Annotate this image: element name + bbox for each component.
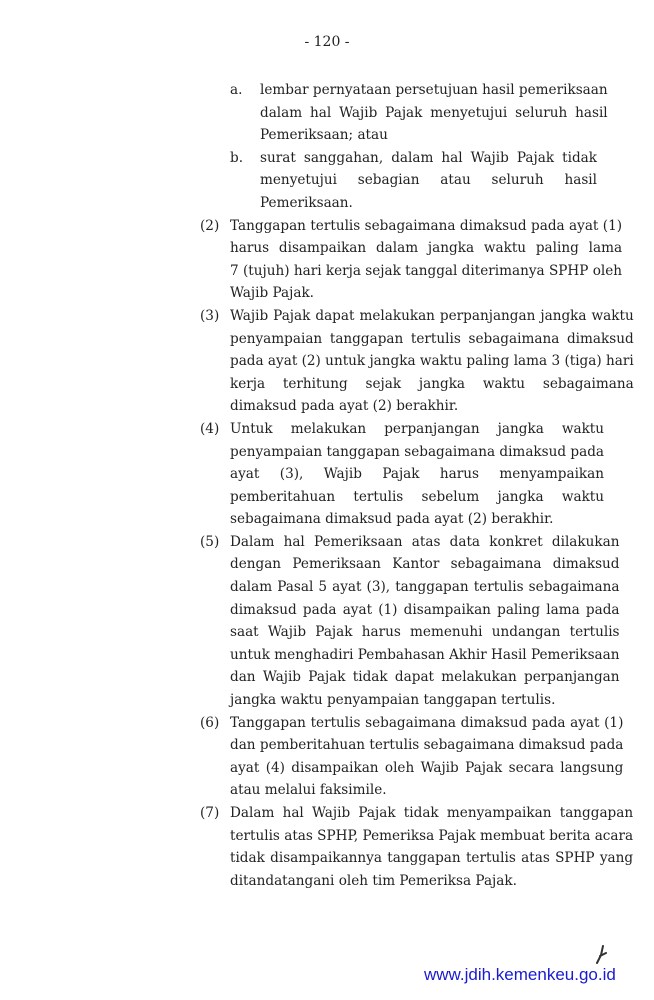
item-label: b. <box>230 149 244 166</box>
text-line: saat Wajib Pajak harus memenuhi undangan tertulis <box>230 624 620 641</box>
text-line: Dalam hal Wajib Pajak tidak menyampaikan tanggapan <box>230 805 634 821</box>
text-line: penyampaian tanggapan tertulis sebagaimana dimaksud <box>230 330 634 347</box>
item-text <box>230 802 633 892</box>
text-line: tertulis atas SPHP, Pemeriksa Pajak membuat berita acara <box>230 827 634 844</box>
item-label: (3) <box>200 307 220 324</box>
item-label: (2) <box>200 217 220 234</box>
text-line: dalam Pasal 5 ayat (3), tanggapan tertulis sebagaimana <box>230 579 620 596</box>
text-line: dengan Pemeriksaan Kantor sebagaimana dimaksud <box>230 556 620 573</box>
text-line: ayat (4) disampaikan oleh Wajib Pajak secara langsung <box>230 759 624 776</box>
text-line: Pemeriksaan. <box>260 194 353 211</box>
item-label: (5) <box>200 533 220 550</box>
list-subitem <box>230 79 608 147</box>
text-line: Untuk melakukan perpanjangan jangka waktu <box>230 420 605 437</box>
text-line: 7 (tujuh) hari kerja sejak tanggal diterimanya SPHP oleh <box>230 262 623 279</box>
text-line: Tanggapan tertulis sebagaimana dimaksud pada ayat (1) <box>230 714 624 731</box>
text-line: pemberitahuan tertulis sebelum jangka waktu <box>230 488 605 505</box>
paraf-initial-mark <box>594 945 608 965</box>
paragraph-item <box>200 215 623 305</box>
item-text <box>230 712 623 802</box>
text-line: jangka waktu penyampaian tanggapan tertulis. <box>230 692 556 709</box>
text-line: lembar pernyataan persetujuan hasil pemeriksaan <box>260 82 608 98</box>
item-text <box>260 79 608 147</box>
item-label: (4) <box>200 420 220 437</box>
item-label: (7) <box>200 805 220 821</box>
item-text <box>260 147 597 215</box>
text-line: untuk menghadiri Pembahasan Akhir Hasil Pemeriksaan <box>230 646 620 663</box>
text-line: ayat (3), Wajib Pajak harus menyampaikan <box>230 466 605 483</box>
text-line: Wajib Pajak. <box>230 285 314 302</box>
text-line: Dalam hal Pemeriksaan atas data konkret dilakukan <box>230 533 620 550</box>
paragraph-item <box>200 305 634 418</box>
text-line: sebagaimana dimaksud pada ayat (2) berakhir. <box>230 511 554 528</box>
text-line: dan pemberitahuan tertulis sebagaimana dimaksud pada <box>230 737 624 754</box>
text-line: dalam hal Wajib Pajak menyetujui seluruh hasil <box>260 104 608 121</box>
text-line: ditandatangani oleh tim Pemeriksa Pajak. <box>230 872 517 889</box>
text-line: penyampaian tanggapan sebagaimana dimaksud pada <box>230 443 605 460</box>
text-line: Wajib Pajak dapat melakukan perpanjangan jangka waktu <box>230 307 634 324</box>
paragraph-item <box>200 418 605 531</box>
text-line: dimaksud pada ayat (2) berakhir. <box>230 398 459 415</box>
text-line: Tanggapan tertulis sebagaimana dimaksud pada ayat (1) <box>230 217 623 234</box>
paragraph-item <box>200 802 634 892</box>
text-line: kerja terhitung sejak jangka waktu sebagaimana <box>230 375 634 392</box>
text-line: tidak disampaikannya tanggapan tertulis atas SPHP yang <box>230 850 634 867</box>
item-label: a. <box>230 82 243 98</box>
item-text <box>230 215 622 305</box>
text-line: atau melalui faksimile. <box>230 782 387 799</box>
item-text <box>230 531 620 712</box>
document-body <box>200 79 634 892</box>
page-number: - 120 - <box>304 34 350 50</box>
paragraph-item <box>200 712 624 802</box>
text-line: menyetujui sebagian atau seluruh hasil <box>260 172 597 189</box>
item-text <box>230 418 604 531</box>
item-text <box>230 305 634 418</box>
paragraph-item <box>200 531 620 712</box>
text-line: dan Wajib Pajak tidak dapat melakukan perpanjangan <box>230 669 620 686</box>
list-subitem <box>230 147 597 215</box>
item-label: (6) <box>200 714 220 731</box>
text-line: harus disampaikan dalam jangka waktu paling lama <box>230 240 623 257</box>
footer-website-link[interactable]: www.jdih.kemenkeu.go.id <box>424 965 616 984</box>
text-line: dimaksud pada ayat (1) disampaikan paling lama pada <box>230 601 620 618</box>
text-line: surat sanggahan, dalam hal Wajib Pajak tidak <box>260 149 597 166</box>
text-line: pada ayat (2) untuk jangka waktu paling lama 3 (tiga) hari <box>230 353 634 370</box>
text-line: Pemeriksaan; atau <box>260 127 388 144</box>
